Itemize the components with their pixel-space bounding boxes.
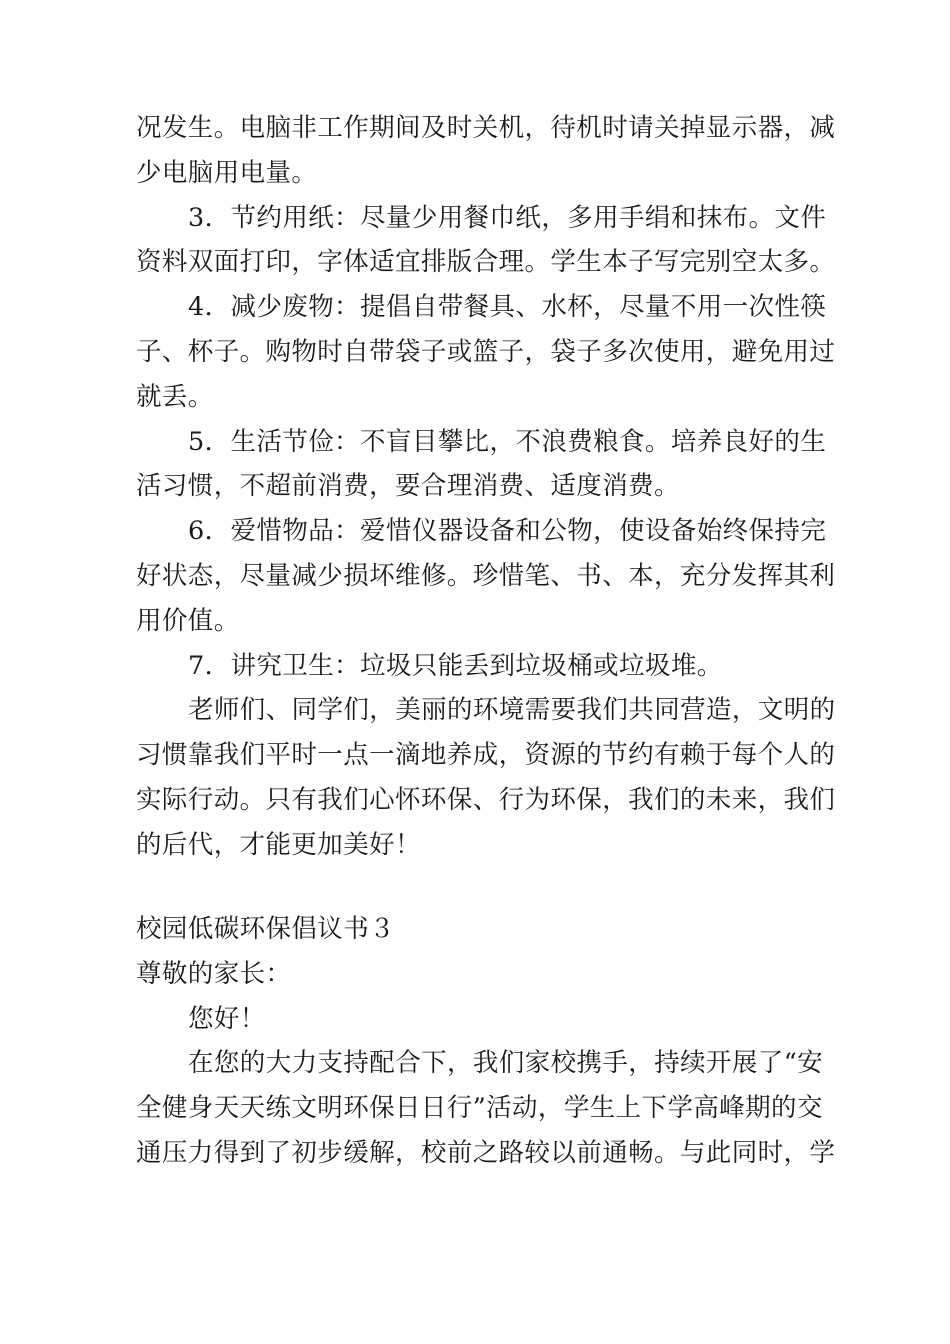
paragraph-line: 子、杯子。购物时自带袋子或篮子，袋子多次使用，避免用过 [136,336,836,367]
paragraph-line: 习惯靠我们平时一点一滴地养成，资源的节约有赖于每个人的 [136,740,836,771]
section-title: 校园低碳环保倡议书３ [136,914,396,944]
closing-paragraph: 老师们、同学们，美丽的环境需要我们共同营造，文明的 [188,695,836,726]
list-item-property: 6．爱惜物品：爱惜仪器设备和公物，使设备始终保持完 [188,516,827,547]
list-item-waste: 4．减少废物：提倡自带餐具、水杯，尽量不用一次性筷 [188,292,827,323]
paragraph-line: 的后代，才能更加美好！ [136,829,421,860]
proposal-three [136,907,836,1176]
list-item-paper: 3．节约用纸：尽量少用餐巾纸，多用手绢和抹布。文件 [188,202,827,233]
paragraph-line: 资料双面打印，字体适宜排版合理。学生本子写完别空太多。 [136,247,836,278]
salutation: 尊敬的家长： [136,958,292,989]
paragraph-line: 就丢。 [136,381,214,412]
paragraph-line: 全健身天天练文明环保日日行”活动，学生上下学高峰期的交 [136,1093,823,1124]
body-paragraph: 在您的大力支持配合下，我们家校携手，持续开展了“安 [188,1048,824,1079]
greeting: 您好！ [188,1003,266,1034]
paragraph-line: 活习惯，不超前消费，要合理消费、适度消费。 [136,471,680,502]
paragraph-line: 少电脑用电量。 [136,157,318,188]
paragraph-line: 用价值。 [136,605,240,636]
paragraph-line: 通压力得到了初步缓解，校前之路较以前通畅。与此同时，学 [136,1137,836,1168]
paragraph-line: 好状态，尽量减少损坏维修。珍惜笔、书、本，充分发挥其利 [136,560,836,591]
list-item-thrift: 5．生活节俭：不盲目攀比，不浪费粮食。培养良好的生 [188,426,827,457]
proposal-continuation [136,106,836,868]
paragraph-line: 实际行动。只有我们心怀环保、行为环保，我们的未来，我们 [136,784,836,815]
list-item-hygiene: 7．讲究卫生：垃圾只能丢到垃圾桶或垃圾堆。 [188,650,723,681]
paragraph-line: 况发生。电脑非工作期间及时关机，待机时请关掉显示器，减 [136,113,836,143]
